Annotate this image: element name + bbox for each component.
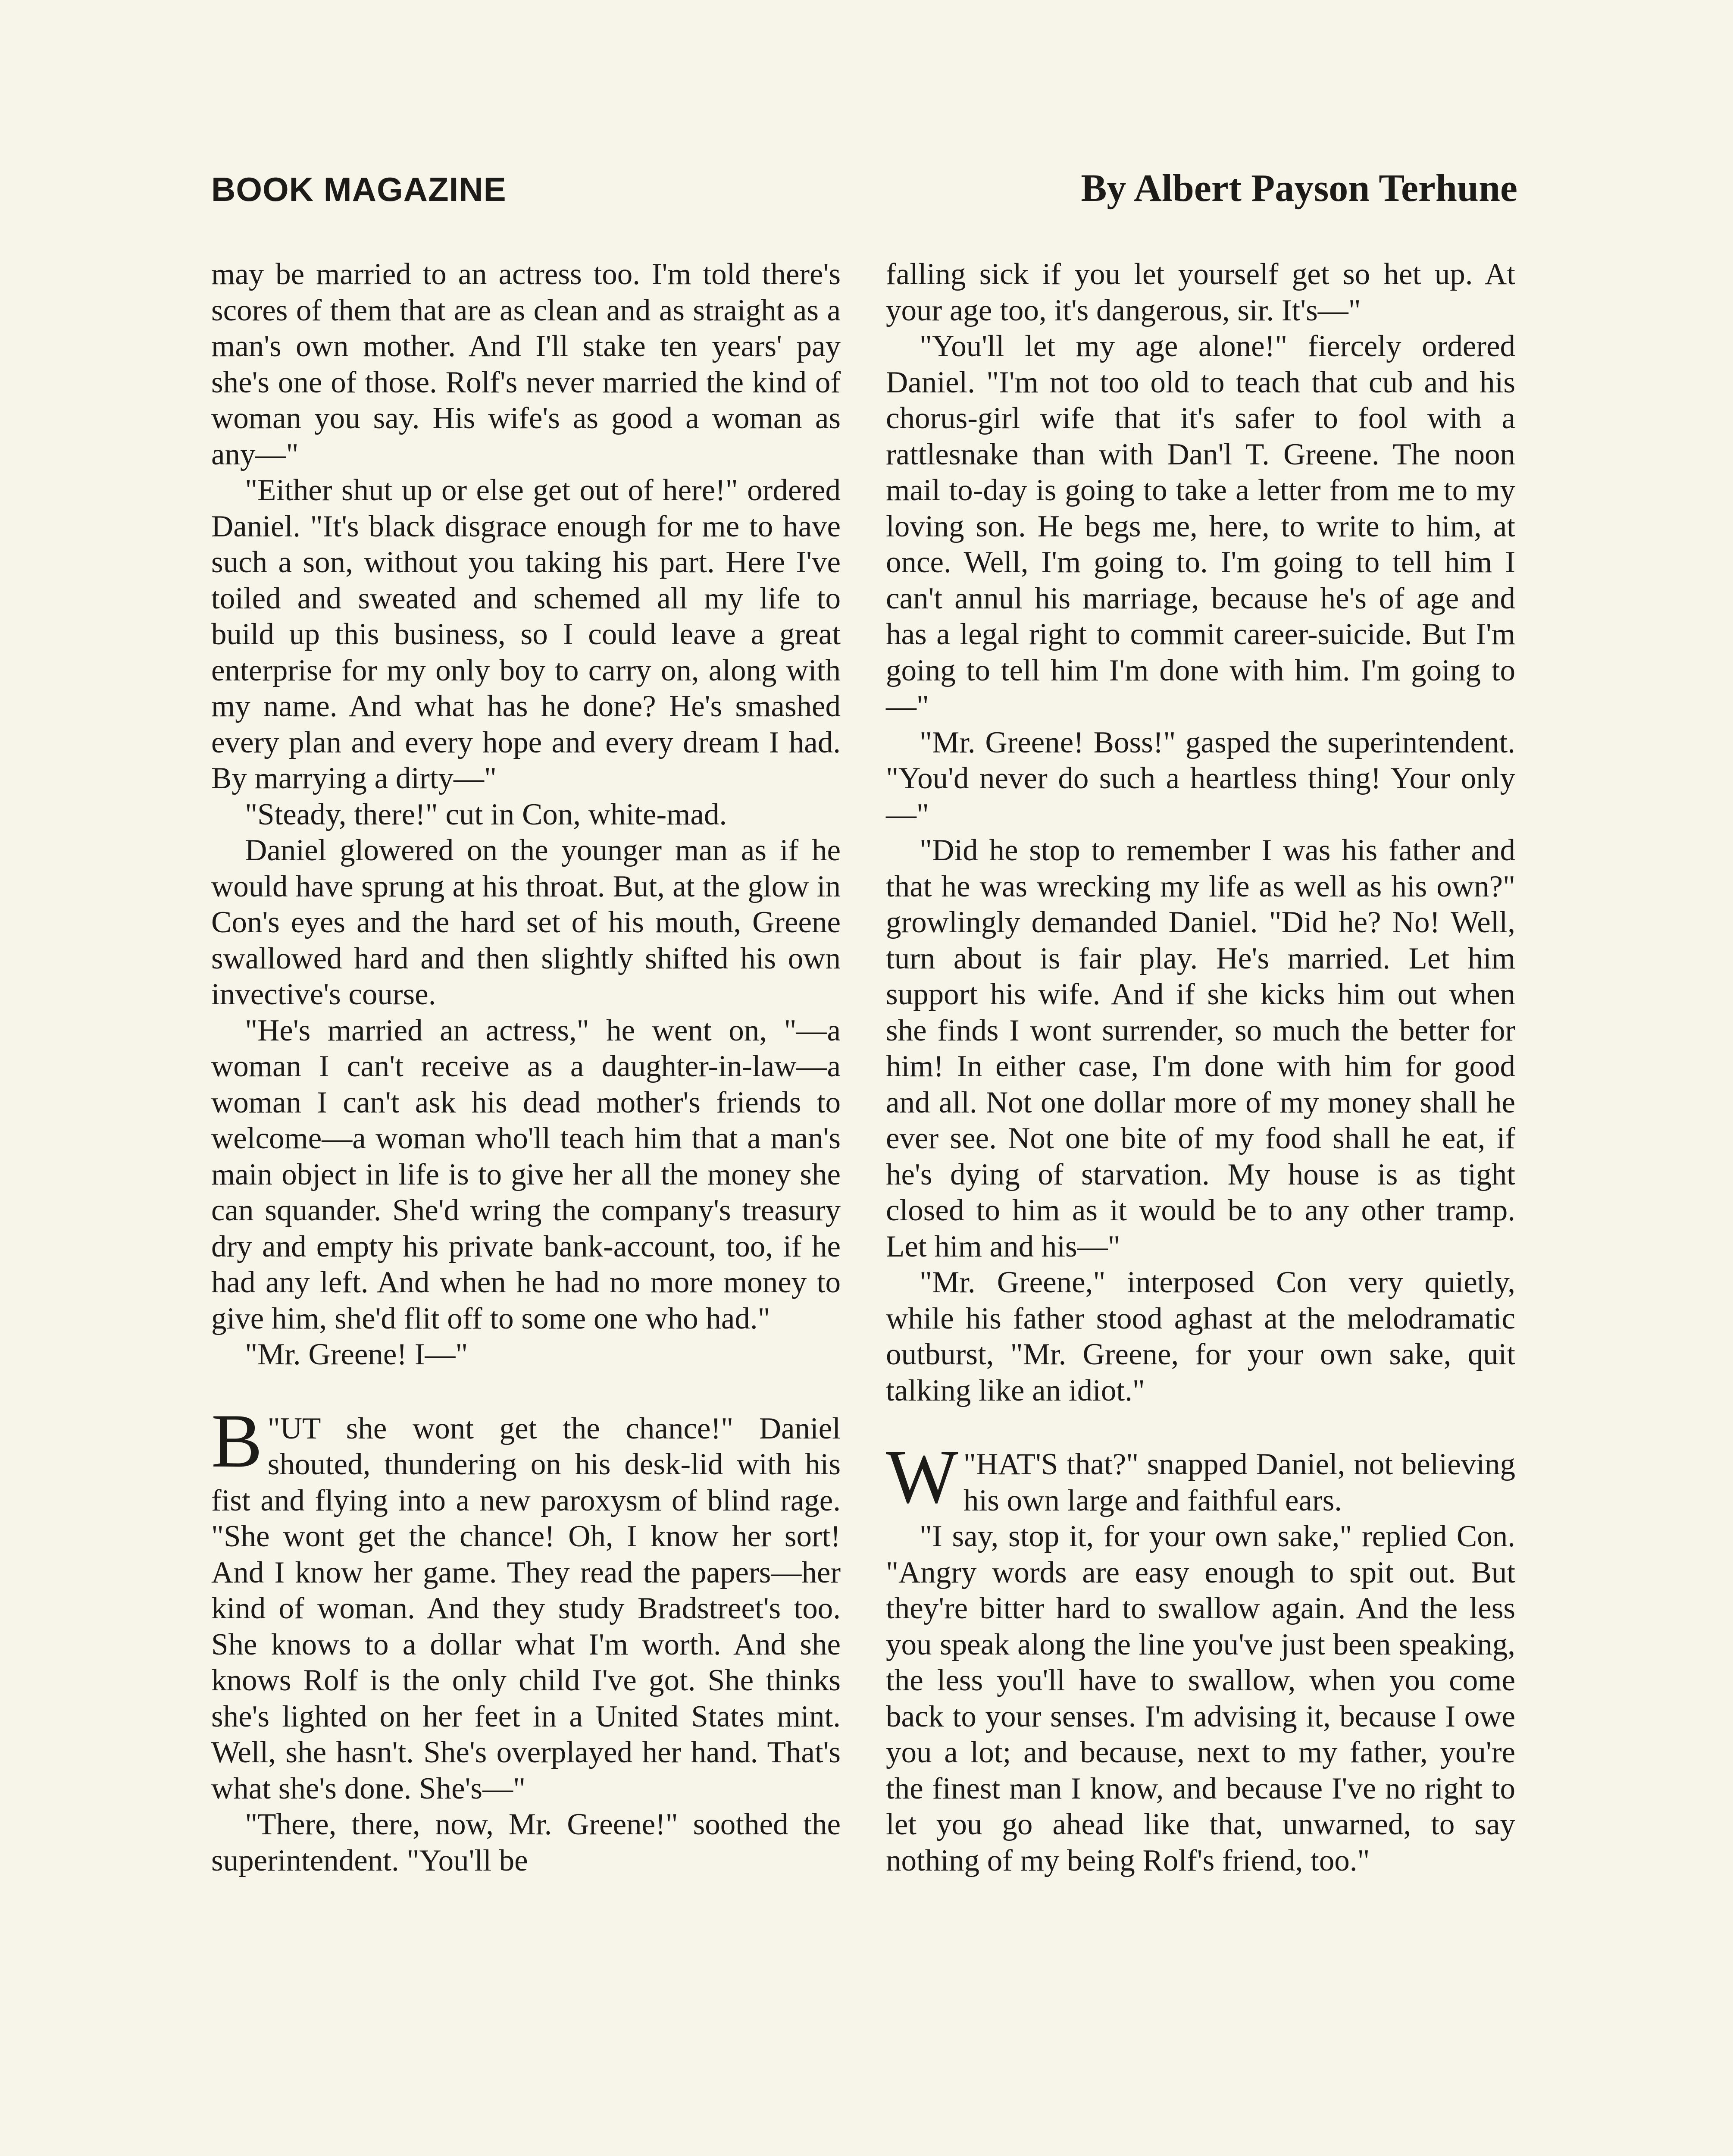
paragraph: "Mr. Greene," interposed Con very quietly, while his father stood aghast at the melodramatic outburst, "Mr. Greene, for your own sake, quit talking like an idiot." [886,1266,1515,1407]
paragraph: "Either shut up or else get out of here!" ordered Daniel. "It's black disgrace enough for me to have such a son, without you taking his part. Here I've toiled and sweated and schemed all my life to build up this business, so I could leave a great enterprise for my only boy to carry on, along with my name. And what has he done? He's smashed every plan and every hope and every dream I had. By marrying a dirty—" [211,473,841,795]
paragraph [211,1398,841,1807]
right-column [886,257,1515,1879]
running-header [211,166,1517,218]
paragraph [886,1434,1515,1519]
paragraph: "There, there, now, Mr. Greene!" soothed the superintendent. "You'll be [211,1808,841,1877]
paragraph: "Did he stop to remember I was his father and that he was wrecking my life as well as his own?" growlingly demanded Daniel. "Did he? No! Well, turn about is fair play. He's married. Let him support his wife. And if she kicks him out when she finds I wont surrender, so much the better for him! In either case, I'm done with him for good and all. Not one dollar more of my money shall he ever see. Not one bite of my food shall he eat, if he's dying of starvation. My house is as tight closed to him as it would be to any other tramp. Let him and his—" [886,834,1515,1263]
paragraph: "Steady, there!" cut in Con, white-mad. [245,797,727,831]
open-quote: " [963,1448,976,1481]
author-byline: By Albert Payson Terhune [1081,167,1517,210]
magazine-title: BOOK MAGAZINE [211,170,507,208]
paragraph: falling sick if you let yourself get so het up. At your age too, it's dangerous, sir. It's—" [886,257,1515,327]
left-column [211,257,841,1879]
drop-cap: B [211,1398,263,1483]
drop-cap: W [886,1434,959,1519]
paragraph: "You'll let my age alone!" fiercely ordered Daniel. "I'm not too old to teach that cub and his chorus-girl wife that it's safer to fool with a rattlesnake than with Dan'l T. Greene. The noon mail to-day is going to take a letter from me to my loving son. He begs me, here, to write to him, at once. Well, I'm going to. I'm going to tell him I can't annul his marriage, because he's of age and has a legal right to commit career-suicide. But I'm going to tell him I'm done with him. I'm going to—" [886,329,1515,723]
section-break [886,1409,1515,1447]
paragraph: may be married to an actress too. I'm told there's scores of them that are as clean and as straight as a man's own mother. And I'll stake ten years' pay she's one of those. Rolf's never married the kind of woman you say. His wife's as good a woman as any—" [211,257,841,471]
section-break [211,1373,841,1411]
paragraph-text: HAT'S that?" snapped Daniel, not believing his own large and faithful ears. [963,1448,1515,1517]
paragraph: Daniel glowered on the younger man as if he would have sprung at his throat. But, at the glow in Con's eyes and the hard set of his mouth, Greene swallowed hard and then slightly shifted his own invective's course. [211,834,841,1011]
paragraph: "Mr. Greene! Boss!" gasped the superintendent. "You'd never do such a heartless thing! Your only—" [886,725,1515,831]
paragraph: "I say, stop it, for your own sake," replied Con. "Angry words are easy enough to spit out. But they're bitter hard to swallow again. And the less you speak along the line you've just been speaking, the less you'll have to swallow, when you come back to your senses. I'm advising it, because I owe you a lot; and because, next to my father, you're the finest man I know, and because I've no right to let you go ahead like that, unwarned, to say nothing of my being Rolf's friend, too." [886,1520,1515,1877]
paragraph: "He's married an actress," he went on, "—a woman I can't receive as a daughter-in-law—a woman I can't ask his dead mother's friends to welcome—a woman who'll teach him that a man's main object in life is to give her all the money she can squander. She'd wring the company's treasury dry and empty his private bank-account, too, if he had any left. And when he had no more money to give him, she'd flit off to some one who had." [211,1013,841,1335]
paragraph-text: UT she wont get the chance!" Daniel shouted, thundering on his desk-lid with his fist and flying into a new paroxysm of blind rage. "She wont get the chance! Oh, I know her sort! And I know her game. They read the papers—her kind of woman. And they study Bradstreet's too. She knows to a dollar what I'm worth. And she knows Rolf is the only child I've got. She thinks she's lighted on her feet in a United States mint. Well, she hasn't. She's overplayed her hand. That's what she's done. She's—" [211,1411,841,1805]
open-quote: " [267,1411,280,1445]
paragraph: "Mr. Greene! I—" [245,1338,468,1371]
